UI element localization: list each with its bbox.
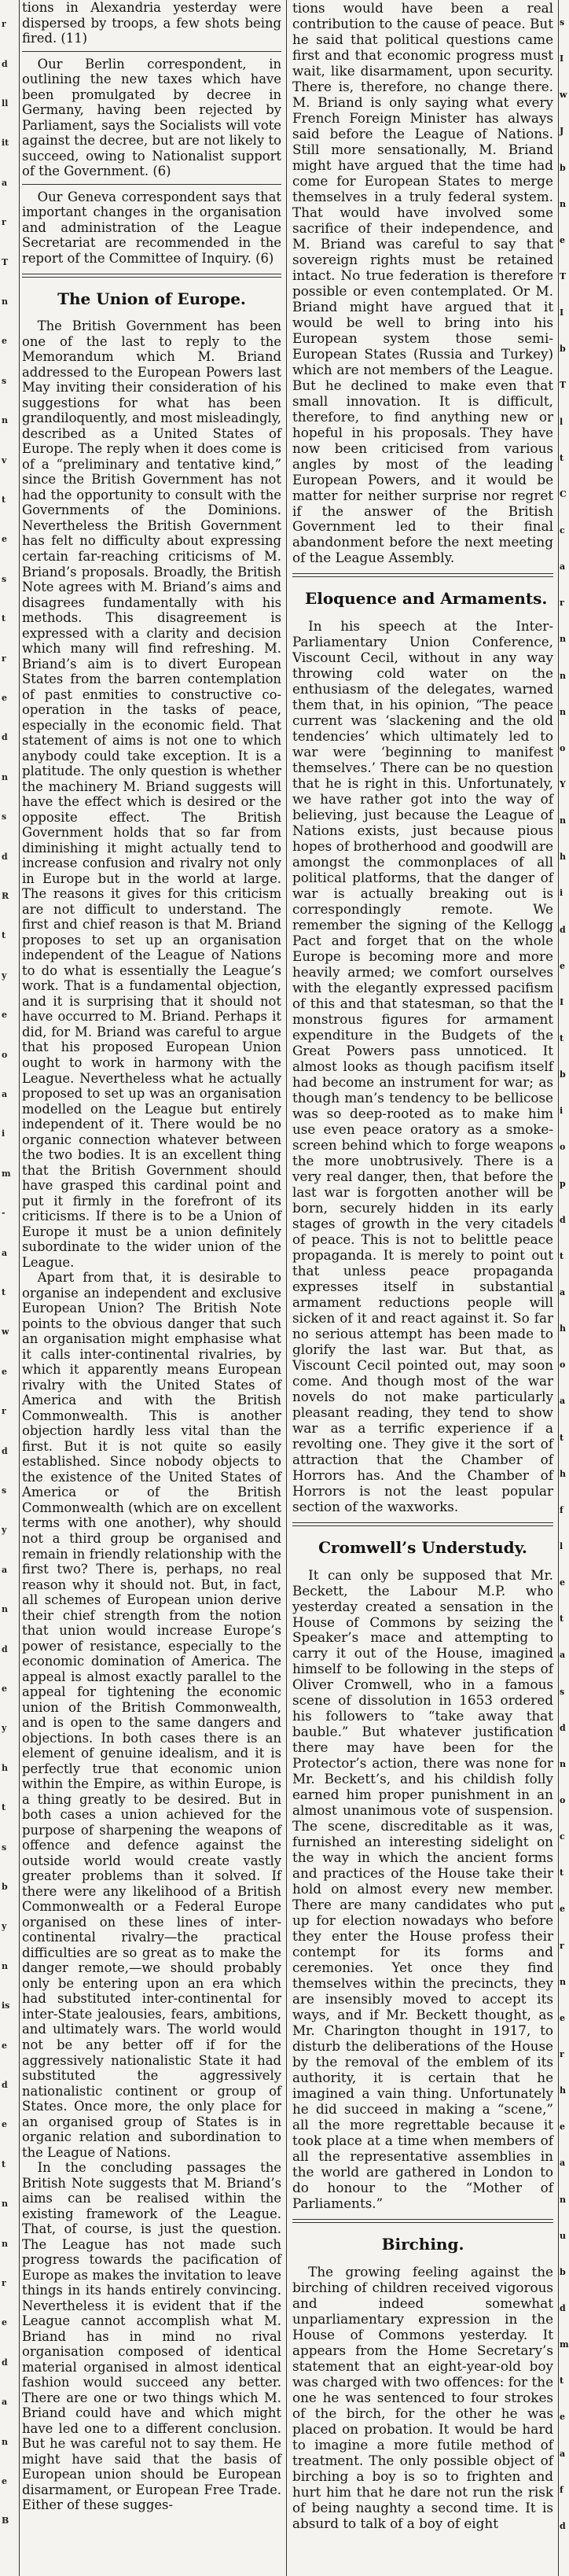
margin-fragment: - (2, 1208, 6, 1218)
margin-fragment: r (2, 19, 6, 29)
margin-fragment: e (2, 2317, 7, 2328)
article-paragraph: In the concluding passages the British Note suggests that M. Briand’s aims can be realised within the existing framework of the League. That, of course, is just the question. The League has not made such progress towards the pacification of Europe as makes the invitation to leave things in its hands entirely convincing. Nevertheless it is evident that if the League cannot accomplish what M. Briand has in mind no rival organisation composed of identical material organised in almost identical fashion would succeed any better. There are one or two things which M. Briand could have and which might have led one to a different conclusion. But he was careful not to say them. He might have said that the basis of European union should be European disarmament, or European Free Trade. Either of these sugges- (22, 2160, 281, 2513)
margin-fragment: d (2, 1446, 8, 1456)
margin-fragment: y (2, 1921, 7, 1931)
margin-fragment: e (560, 2412, 565, 2422)
news-item-berlin: Our Berlin correspondent, in outlining the new taxes which have been promulgated by decree in Germany, having been rejected by Parliament, says the Socialists will vote against the decree, but are not likely to succeed, owing to Nationalist support of the Government. (6) (22, 56, 281, 179)
margin-fragment: a (2, 1565, 8, 1575)
margin-fragment: d (560, 2303, 566, 2313)
margin-fragment: a (560, 1287, 566, 1297)
margin-fragment: Y (560, 779, 566, 789)
margin-fragment: d (2, 2357, 8, 2368)
margin-fragment: n (560, 671, 566, 681)
margin-fragment: e (2, 1684, 7, 1694)
margin-fragment: e (560, 1577, 565, 1588)
margin-fragment: h (560, 1469, 566, 1479)
margin-fragment: a (560, 1650, 566, 1660)
news-item-geneva: Our Geneva correspondent says that important changes in the organisation and administration of the League Secretariat are recommended in the report of the Committee of Inquiry. (6) (22, 189, 281, 266)
margin-fragment: m (560, 2339, 569, 2350)
section-rule (292, 2219, 553, 2223)
margin-fragment: d (560, 1215, 566, 1225)
margin-fragment: t (560, 1033, 564, 1043)
margin-fragment: o (2, 1050, 8, 1060)
margin-fragment: l (560, 417, 563, 427)
margin-fragment: n (560, 2195, 566, 2205)
margin-fragment: e (2, 336, 7, 346)
margin-fragment: t (2, 495, 6, 505)
margin-fragment: d (2, 732, 8, 742)
margin-fragment: n (560, 1977, 566, 1987)
article-title: Birching. (381, 2234, 464, 2254)
margin-fragment: i (2, 1128, 6, 1139)
section-rule (22, 274, 281, 278)
margin-fragment: a (2, 1248, 8, 1258)
margin-fragment: o (560, 743, 566, 753)
margin-fragment: n (560, 707, 566, 717)
article-title: Eloquence and Armaments. (305, 589, 548, 609)
margin-fragment: a (560, 1396, 566, 1406)
margin-fragment: b (560, 2267, 566, 2277)
margin-fragment: h (560, 2085, 566, 2096)
margin-fragment: a (2, 1089, 8, 1099)
margin-fragment: t (560, 1868, 564, 1878)
margin-fragment: e (2, 2041, 7, 2051)
margin-fragment: t (2, 613, 6, 624)
margin-fragment: e (560, 1904, 565, 1914)
margin-fragment: e (2, 693, 7, 703)
article-paragraph: In his speech at the Inter-Parliamentary Union Conference, Viscount Cecil, without in any way throwing cold water on the enthusiasm of the delegates, warned them that, in his opinion, “The peace current was ‘slackening and the old tendencies’ which ultimately led to war were ‘beginning to manifest themselves.’ There can be no question that he is right in this. Unfortunately, we have rather got into the way of believing, just because the League of Nations exists, just because pious hopes of brotherhood and goodwill are amongst the commonplaces of all political platforms, that the danger of war is actually breaking out is correspondingly remote. We remember the signing of the Kellogg Pact and forget that on the whole Europe is becoming more and more heavily armed; we comfort ourselves with the elegantly expressed pacifism of this and that statesman, so that the monstrous figures for armament expenditure in the Budgets of the Great Powers pass unnoticed. It almost looks as though pacifism itself had become an instrument for war; as though man’s tendency to be bellicose was so deep-rooted as to make him use even peace oratory as a smoke-screen behind which to forge weapons the more unobtrusively. There is a very real danger, then, that before the last war is forgotten another will be born, securely hidden in its early stages of growth in the very citadels of peace. This is not to belittle peace propaganda. It is merely to point out that unless peace propaganda expresses itself in substantial armament reductions people will sicken of it and react against it. So far no serious attempt has been made to glorify the last war. But that, as Viscount Cecil pointed out, may soon come. And though most of the war novels do not make particularly pleasant reading, they tend to show war as a terrific experience if a revolting one. They give it the sort of attraction that the Chamber of Horrors has. And the Chamber of Horrors is not the least popular section of the waxworks. (292, 618, 553, 1514)
article-paragraph: The British Government has been one of the last to reply to the Memorandum which M. Briand addressed to the European Powers last May inviting their consideration of his suggestions for what has been grandiloquently, and most misleadingly, described as a United States of Europe. The reply when it does come is of a “preliminary and tentative kind,” since the British Government has not had the opportunity to consult with the Governments of the Dominions. Nevertheless the British Government has felt no difficulty about expressing certain far-reaching criticisms of M. Briand’s proposals. Broadly, the British Note agrees with M. Briand’s aims and disagrees fundamentally with his methods. This disagreement is expressed with a clarity and decision which many will find refreshing. M. Briand’s aim is to divert European States from the barren contemplation of past enmities to constructive co-operation in the tasks of peace, especially in the economic field. That statement of aims is not one to which anybody could take exception. It is a platitude. The only question is whether the machinery M. Briand suggests will have the effect which is desired or the opposite effect. The British Government holds that so far from diminishing it might actually tend to increase confusion and rivalry not only in Europe but in the world at large. The reasons it gives for this criticism are not difficult to understand. The first and chief reason is that M. Briand proposes to set up an organisation independent of the League of Nations to do what is essentially the League’s work. That is a fundamental objection, and it is surprising that it should not have occurred to M. Briand. Perhaps it did, for M. Briand was careful to argue that his proposed European Union ought to work in harmony with the League. Nevertheless what he actually proposed to set up was an organisation modelled on the League but entirely independent of it. There would be no organic connection whatever between the two bodies. It is an excellent thing that the British Government should have grasped this cardinal point and put it firmly in the forefront of its criticisms. If there is to be a Union of Europe it must be a union definitely subordinate to the wider union of the League. (22, 318, 282, 1270)
margin-fragment: d (560, 925, 566, 935)
left-column (22, 0, 281, 2576)
item-separator (22, 51, 281, 52)
margin-fragment: d (2, 59, 8, 69)
news-item-alexandria: tions in Alexandria yesterday were dispersed by troops, a few shots being fired. (11) (22, 0, 281, 46)
margin-fragment: t (560, 1433, 564, 1443)
margin-fragment: w (560, 90, 567, 100)
margin-fragment: n (2, 415, 8, 425)
margin-fragment: e (560, 961, 565, 971)
article-title: Cromwell’s Understudy. (318, 1537, 527, 1557)
margin-fragment: r (560, 598, 564, 608)
margin-fragment: s (2, 376, 7, 386)
margin-fragment: d (2, 2080, 8, 2090)
margin-fragment: h (560, 1323, 566, 1334)
margin-fragment: d (2, 852, 8, 862)
margin-fragment: R (2, 891, 9, 901)
margin-fragment: r (2, 1406, 6, 1416)
margin-fragment: d (560, 1723, 566, 1733)
margin-fragment: a (2, 2397, 8, 2407)
margin-fragment: it (2, 138, 9, 148)
margin-fragment: d (560, 2521, 566, 2531)
margin-fragment: e (560, 2122, 565, 2132)
margin-fragment: y (2, 1723, 7, 1733)
margin-fragment: t (560, 1251, 564, 1261)
column-rule (286, 0, 287, 2576)
margin-fragment: t (2, 2159, 6, 2169)
margin-fragment: r (2, 217, 6, 227)
margin-fragment: T (2, 257, 9, 267)
margin-fragment: e (2, 2476, 7, 2486)
margin-fragment: ll (2, 98, 9, 109)
margin-fragment: o (560, 1142, 566, 1152)
margin-fragment: t (560, 2375, 564, 2386)
margin-fragment: b (560, 344, 566, 354)
margin-fragment: e (560, 235, 565, 245)
margin-fragment: n (2, 2199, 8, 2209)
item-ref: (11) (61, 31, 88, 46)
margin-fragment: b (560, 163, 566, 173)
margin-fragment: a (560, 2158, 566, 2168)
margin-fragment: o (560, 1795, 566, 1805)
article-title: The Union of Europe. (57, 289, 246, 309)
margin-fragment: h (2, 1763, 8, 1773)
margin-fragment: t (2, 1802, 6, 1812)
margin-fragment: v (2, 455, 7, 466)
margin-fragment: u (560, 2231, 566, 2241)
margin-fragment: e (2, 1367, 7, 1377)
margin-fragment: s (2, 574, 7, 584)
margin-fragment: n (2, 296, 8, 307)
margin-fragment: n (2, 1961, 8, 1971)
margin-fragment: s (560, 17, 565, 28)
margin-fragment: w (2, 1327, 9, 1337)
article-paragraph: Apart from that, it is desirable to organise an independent and exclusive European Union? The British Note points to the obvious danger that such an organisation might emphasise what it calls inter-continental rivalries, by which it apparently means European rivalry with the United States of America and with the British Commonwealth. This is another objection hardly less vital than the first. But it is not quite so easily established. Since nobody objects to the existence of the United States of America or of the British Commonwealth (which are on excellent terms with one another), why should not a third group be organised and remain in friendly relationship with the first two? There is, perhaps, no real reason why it should not. But, in fact, all schemes of European union derive their chief strength from the notion that union would increase Europe’s power of resistance, especially to the economic domination of America. The appeal is almost exactly parallel to the appeal for tightening the economic union of the British Commonwealth, and is open to the same dangers and objections. In both cases there is an element of genuine idealism, and it is perfectly true that economic union within the Empire, as within Europe, is a thing greatly to be desired. But in both cases a union achieved for the purpose of sharpening the weapons of offence and defence against the outside world would create vastly greater problems than it solved. If there were any likelihood of a British Commonwealth or a Federal Europe organised on these lines of inter-continental rivalry—the practical difficulties are so great as to make the danger remote,—we should probably only be entering upon an era which had substituted inter-continental for inter-State jealousies, fears, ambitions, and ultimately wars. The world would not be any better off if for the aggressively nationalistic State it had substituted the aggressively nationalistic continent or group of States. Once more, the only place for an organised group of States is in organic relation and subordination to the League of Nations. (22, 1270, 281, 2160)
margin-fragment: a (560, 2449, 566, 2459)
margin-fragment: n (560, 815, 566, 826)
margin-fragment: s (2, 1485, 7, 1496)
margin-fragment: r (2, 653, 6, 664)
margin-fragment: e (560, 2013, 565, 2023)
margin-fragment: is (2, 2000, 10, 2011)
margin-fragment: i (560, 888, 563, 898)
section-rule (292, 1522, 553, 1526)
margin-fragment: f (560, 2485, 563, 2495)
item-separator (22, 184, 281, 185)
margin-fragment: e (2, 534, 7, 544)
margin-fragment: c (560, 525, 565, 535)
margin-fragment: e (2, 1010, 7, 1020)
margin-fragment: s (2, 811, 7, 822)
margin-fragment: e (2, 2119, 7, 2129)
margin-fragment: B (2, 2515, 9, 2526)
right-column (292, 0, 553, 2576)
margin-fragment: I (560, 997, 564, 1007)
margin-fragment: T (560, 271, 567, 282)
margin-fragment: r (560, 2049, 564, 2059)
margin-fragment: T (560, 380, 567, 390)
margin-fragment: I (560, 307, 564, 318)
right-margin-stub (559, 0, 567, 2576)
margin-fragment: n (560, 199, 566, 209)
margin-fragment: t (560, 453, 564, 463)
margin-fragment: a (2, 178, 8, 188)
margin-fragment: n (560, 1759, 566, 1769)
item-ref: (6) (152, 164, 171, 179)
margin-fragment: y (2, 970, 7, 981)
margin-fragment: t (560, 1614, 564, 1624)
margin-fragment: r (2, 2278, 6, 2288)
margin-fragment: o (560, 1360, 566, 1370)
margin-fragment: b (560, 1069, 566, 1080)
margin-fragment: a (560, 561, 566, 572)
margin-fragment: c (560, 1831, 565, 1842)
margin-fragment: d (2, 1644, 8, 1654)
margin-fragment: y (2, 1525, 7, 1535)
margin-fragment: n (2, 2437, 8, 2447)
item-ref: (6) (255, 250, 274, 266)
margin-fragment: t (2, 1287, 6, 1297)
margin-fragment: s (560, 1687, 565, 1697)
margin-fragment: p (560, 1179, 566, 1189)
article-paragraph: The growing feeling against the birching of children received vigorous and indeed somewhat unparliamentary expression in the House of Commons yesterday. It appears from the Home Secretary’s statement that an eight-year-old boy was charged with two offences: for the one he was sentenced to four strokes of the birch, for the other he was placed on probation. It would be hard to imagine a more futile method of treatment. The only possible object of birching a boy is so to frighten and hurt him that he dare not run the risk of being naughty a second time. It is absurd to talk of a boy of eight (292, 2263, 553, 2531)
margin-fragment: f (560, 1505, 563, 1515)
margin-fragment: b (2, 1882, 8, 1892)
margin-fragment: i (560, 1106, 563, 1116)
margin-fragment: r (560, 1941, 564, 1951)
margin-fragment: n (560, 634, 566, 644)
margin-fragment: C (560, 489, 567, 499)
left-margin-stub (0, 0, 20, 2576)
margin-fragment: s (2, 1842, 7, 1853)
section-rule (292, 573, 553, 577)
margin-fragment: n (2, 772, 8, 782)
article-paragraph: tions would have been a real contribution to the cause of peace. But he said that political questions came first and that economic progress must wait, like disarmament, upon security. There is, therefore, no change there. M. Briand is only saying what every French Foreign Minister has always said before the League of Nations. Still more sensationally, M. Briand might have argued that the time had come for European States to merge themselves in a truly federal system. That would have involved some sacrifice of their independence, and M. Briand was careful to say that sovereign rights must be retained intact. No true federation is therefore possible or even contemplated. Or M. Briand might have argued that it would be well to bring into his European system those semi-European States (Russia and Turkey) which are not members of the League. But he declined to make even that small innovation. It is difficult, therefore, to find anything new or hopeful in his proposals. They have now been criticised from various angles by most of the leading European Powers, and it would be matter for neither surprise nor regret if the answer of the British Government led to their final abandonment before the next meeting of the League Assembly. (292, 0, 553, 566)
margin-fragment: m (2, 1168, 11, 1179)
margin-fragment: J (560, 126, 564, 136)
margin-fragment: n (2, 2239, 8, 2249)
margin-fragment: n (2, 1604, 8, 1614)
margin-fragment: t (2, 930, 6, 940)
margin-fragment: l (560, 1541, 563, 1551)
article-paragraph: It can only be supposed that Mr. Beckett, the Labour M.P. who yesterday created a sensation in the House of Commons by seizing the Speaker’s mace and attempting to carry it out of the House, imagined himself to be following in the steps of Oliver Cromwell, who in a famous scene of dissolution in 1653 ordered his followers to “take away that bauble.” But whatever justification there may have been for the Protector’s action, there was none for Mr. Beckett’s, and his childish folly earned him proper punishment in an almost unanimous vote of suspension. The scene, discreditable as it was, furnished an interesting sidelight on the way in which the ancient forms and practices of the House take their hold on almost every new member. There are many candidates who put up for election nowadays who before they enter the House profess their contempt for its forms and ceremonies. Yet once they find themselves within the precincts, they are insensibly moved to accept its ways, and if Mr. Beckett thought, as Mr. Charington thought in 1917, to disturb the deliberations of the House by the removal of the emblem of its authority, it is certain that he imagined a vain thing. Unfortunately he did succeed in making a “scene,” all the more regrettable because it took place at a time when members of all the representative assemblies in the world are gathered in London to do honour to the “Mother of Parliaments.” (292, 1566, 553, 2211)
margin-fragment: I (560, 53, 564, 64)
margin-fragment: h (560, 852, 566, 862)
